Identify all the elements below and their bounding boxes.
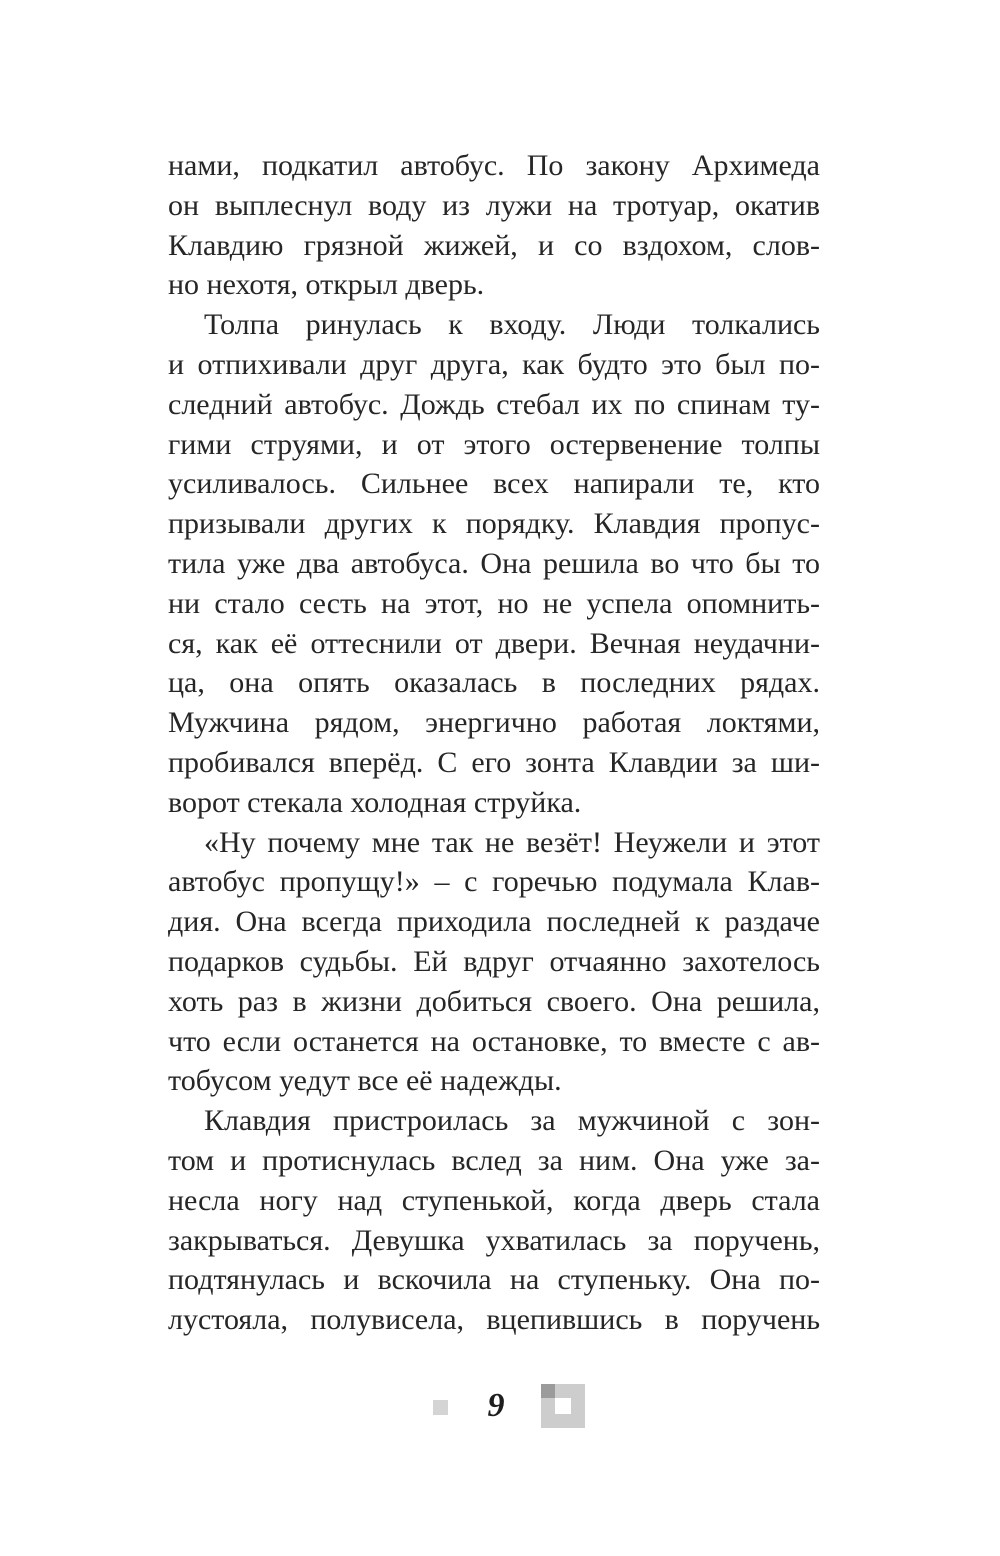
pixel-block-center: [555, 1398, 571, 1414]
text-line: следний автобус. Дождь стебал их по спинам ту-: [168, 387, 820, 421]
decorative-pixel-block-icon: [541, 1384, 585, 1428]
body-text: [168, 146, 820, 1340]
page-number: 9: [487, 1387, 505, 1424]
text-line: пробивался вперёд. С его зонта Клавдии за ши-: [168, 745, 820, 779]
text-line: он выплеснул воду из лужи на тротуар, окатив: [168, 188, 820, 222]
text-line: Клавдия пристроилась за мужчиной с зон-: [204, 1104, 820, 1138]
text-line: усиливалось. Сильнее всех напирали те, кто: [168, 467, 820, 501]
text-line: и отпихивали друг друга, как будто это был по-: [168, 347, 820, 381]
text-line: подарков судьбы. Ей вдруг отчаянно захотелось: [168, 944, 820, 978]
text-line: ся, как её оттеснили от двери. Вечная неудачни-: [168, 626, 820, 660]
text-line: автобус пропущу!» – с горечью подумала Клав-: [168, 865, 820, 899]
text-line: ни стало сесть на этот, но не успела опомнить-: [168, 586, 820, 620]
text-line: ворот стекала холодная струйка.: [168, 785, 582, 819]
text-line: нами, подкатил автобус. По закону Архимеда: [168, 149, 820, 182]
text-line: дия. Она всегда приходила последней к раздаче: [168, 905, 820, 939]
text-line: но нехотя, открыл дверь.: [168, 268, 485, 302]
text-line: «Ну почему мне так не везёт! Неужели и этот: [204, 825, 820, 859]
text-line: Мужчина рядом, энергично работая локтями,: [168, 706, 820, 740]
text-line: лустояла, полувисела, вцепившись в поручень: [168, 1303, 820, 1337]
text-line: том и протиснулась вслед за ним. Она уже за-: [168, 1143, 820, 1177]
text-line: тобусом уедут все её надежды.: [168, 1064, 562, 1098]
text-line: несла ногу над ступенькой, когда дверь стала: [168, 1183, 820, 1217]
text-line: Толпа ринулась к входу. Люди толкались: [204, 308, 820, 342]
text-line: призывали других к порядку. Клавдия пропус-: [168, 507, 820, 541]
text-line: Клавдию грязной жижей, и со вздохом, слов-: [168, 228, 820, 262]
text-line: хоть раз в жизни добиться своего. Она решила,: [168, 984, 820, 1018]
text-line: закрываться. Девушка ухватилась за поручень,: [168, 1223, 820, 1257]
text-line: что если останется на остановке, то вместе с ав-: [168, 1024, 820, 1058]
text-line: гими струями, и от этого остервенение толпы: [168, 427, 820, 461]
text-line: тила уже два автобуса. Она решила во что бы то: [168, 546, 820, 580]
page-footer: [0, 1384, 1000, 1434]
text-line: ца, она опять оказалась в последних рядах.: [168, 666, 820, 700]
pixel-block-corner: [541, 1384, 555, 1398]
decorative-square-icon: [433, 1400, 448, 1415]
text-line: подтянулась и вскочила на ступеньку. Она по-: [168, 1263, 820, 1297]
